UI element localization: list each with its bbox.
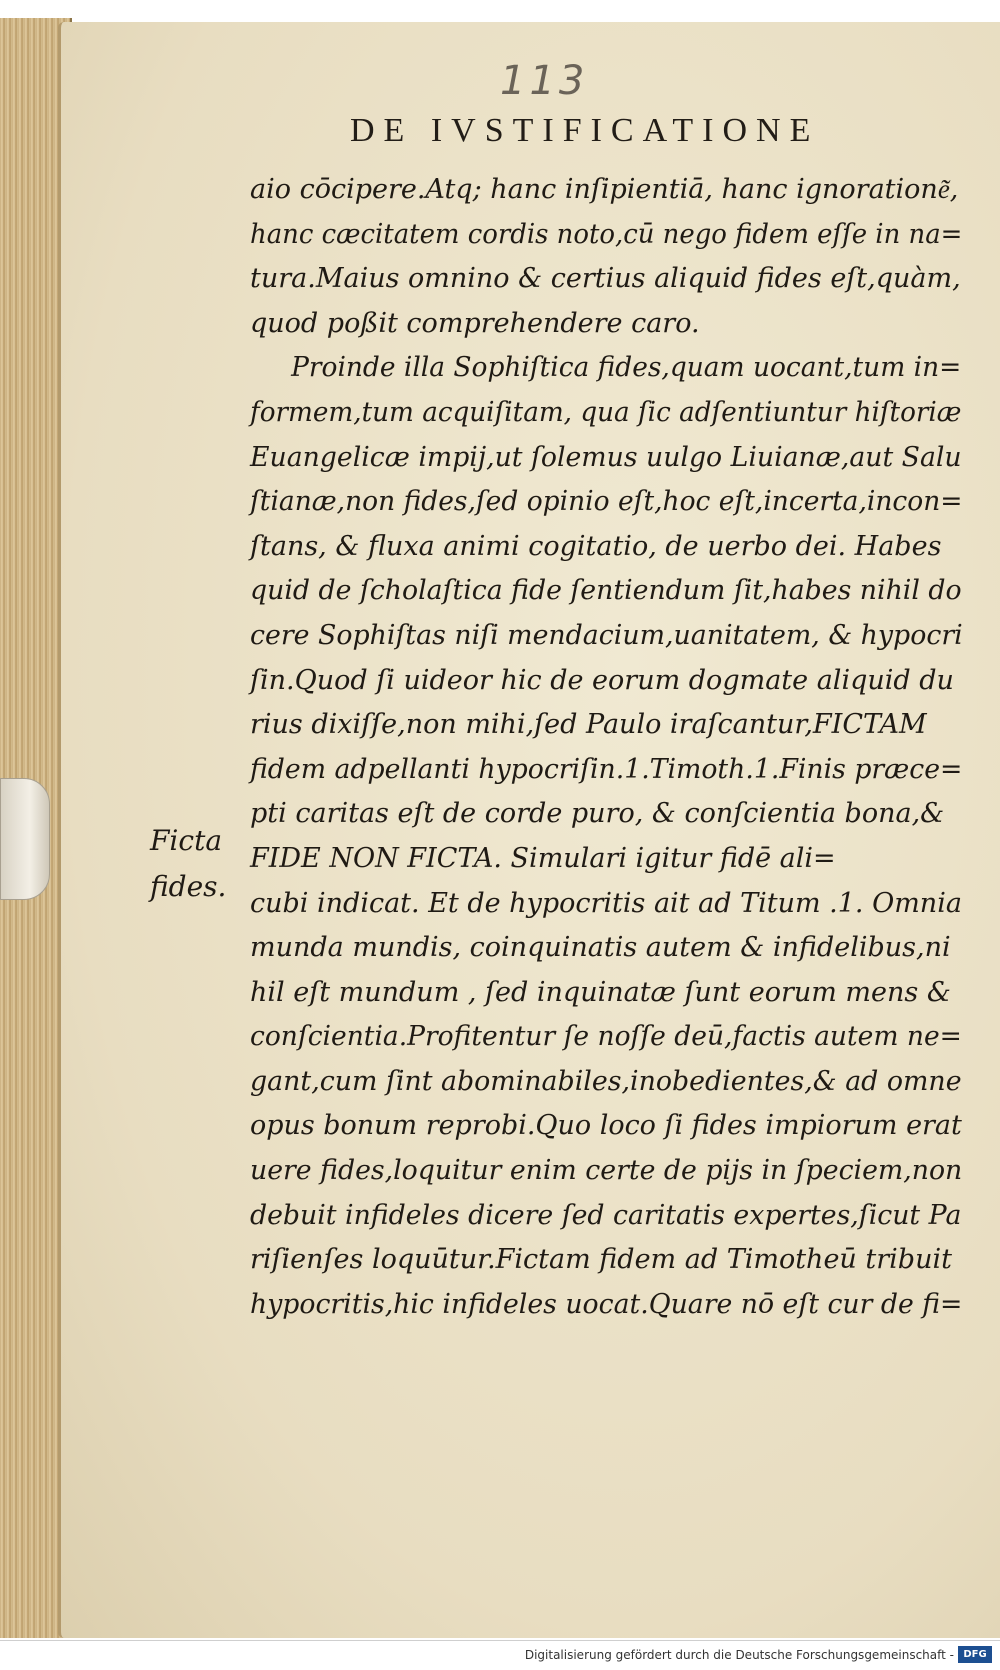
text-line: formem,tum acquiſitam, qua ſic adſentiuntur hiſtoriæ <box>250 396 962 428</box>
text-line: opus bonum reprobi.Quo loco ſi fides impiorum erat <box>250 1110 962 1142</box>
text-line: hypocritis,hic infideles uocat.Quare nō eſt cur de fi= <box>250 1288 963 1320</box>
text-line: fidem adpellanti hypocriſin.1.Timoth.1.Finis præce= <box>250 753 963 785</box>
footer-bar <box>0 1640 1000 1670</box>
margin-note <box>150 818 240 910</box>
body-text <box>250 168 962 1327</box>
text-line: FIDE NON FICTA. Simulari igitur fidē ali= <box>250 842 836 874</box>
text-line: Euangelicæ impij,ut ſolemus uulgo Liuianæ,aut Salu <box>250 441 962 473</box>
text-line: uere fides,loquitur enim certe de pijs in ſpeciem,non <box>250 1155 963 1187</box>
text-line: ſtans, & fluxa animi cogitatio, de uerbo dei. Habes <box>250 530 942 562</box>
text-line: aio cōcipere.Atq; hanc inſipientiā, hanc ignoratione͂, <box>250 174 959 205</box>
margin-note-line: fides. <box>150 870 227 903</box>
text-line: gant,cum ſint abominabiles,inobedientes,& ad omne <box>250 1065 962 1097</box>
text-line: rius dixiſſe,non mihi,ſed Paulo iraſcantur,FICTAM <box>250 709 927 741</box>
text-line: hanc cæcitatem cordis noto,cū nego fidem eſſe in na= <box>250 218 963 250</box>
text-line: quid de ſcholaſtica fide ſentiendum ſit,habes nihil do <box>250 575 962 607</box>
text-line: tura.Maius omnino & certius aliquid fides eſt,quàm, <box>250 263 961 295</box>
page-clip <box>0 778 50 900</box>
text-line: munda mundis, coinquinatis autem & infidelibus,ni <box>250 932 951 964</box>
text-line: cubi indicat. Et de hypocritis ait ad Titum .1. Omnia <box>250 887 962 919</box>
footer-credit: Digitalisierung gefördert durch die Deutsche Forschungsgemeinschaft - <box>524 1648 954 1662</box>
text-line: quod poßit comprehendere caro. <box>250 307 700 339</box>
text-line: conſcientia.Profitentur ſe noſſe deū,factis autem ne= <box>250 1021 962 1053</box>
text-line: pti caritas eſt de corde puro, & conſcientia bona,& <box>250 798 945 830</box>
text-line: riſienſes loquūtur.Fictam fidem ad Timotheū tribuit <box>250 1244 952 1276</box>
text-line: debuit infideles dicere ſed caritatis expertes,ſicut Pa <box>250 1199 962 1231</box>
running-head: DE IVSTIFICATIONE <box>350 112 820 149</box>
folio-number: 113 <box>500 58 589 104</box>
text-line: Proinde illa Sophiſtica fides,quam uocant,tum in= <box>291 352 962 384</box>
text-line: hil eſt mundum , ſed inquinatæ ſunt eorum mens & <box>250 976 951 1008</box>
margin-note-line: Ficta <box>150 824 223 857</box>
text-line: cere Sophiſtas niſi mendacium,uanitatem, & hypocri <box>250 619 963 651</box>
text-line: ſin.Quod ſi uideor hic de eorum dogmate aliquid du <box>250 664 954 696</box>
text-line: ſtianæ,non fides,ſed opinio eſt,hoc eſt,incerta,incon= <box>250 486 963 518</box>
dfg-logo: DFG <box>958 1646 992 1663</box>
